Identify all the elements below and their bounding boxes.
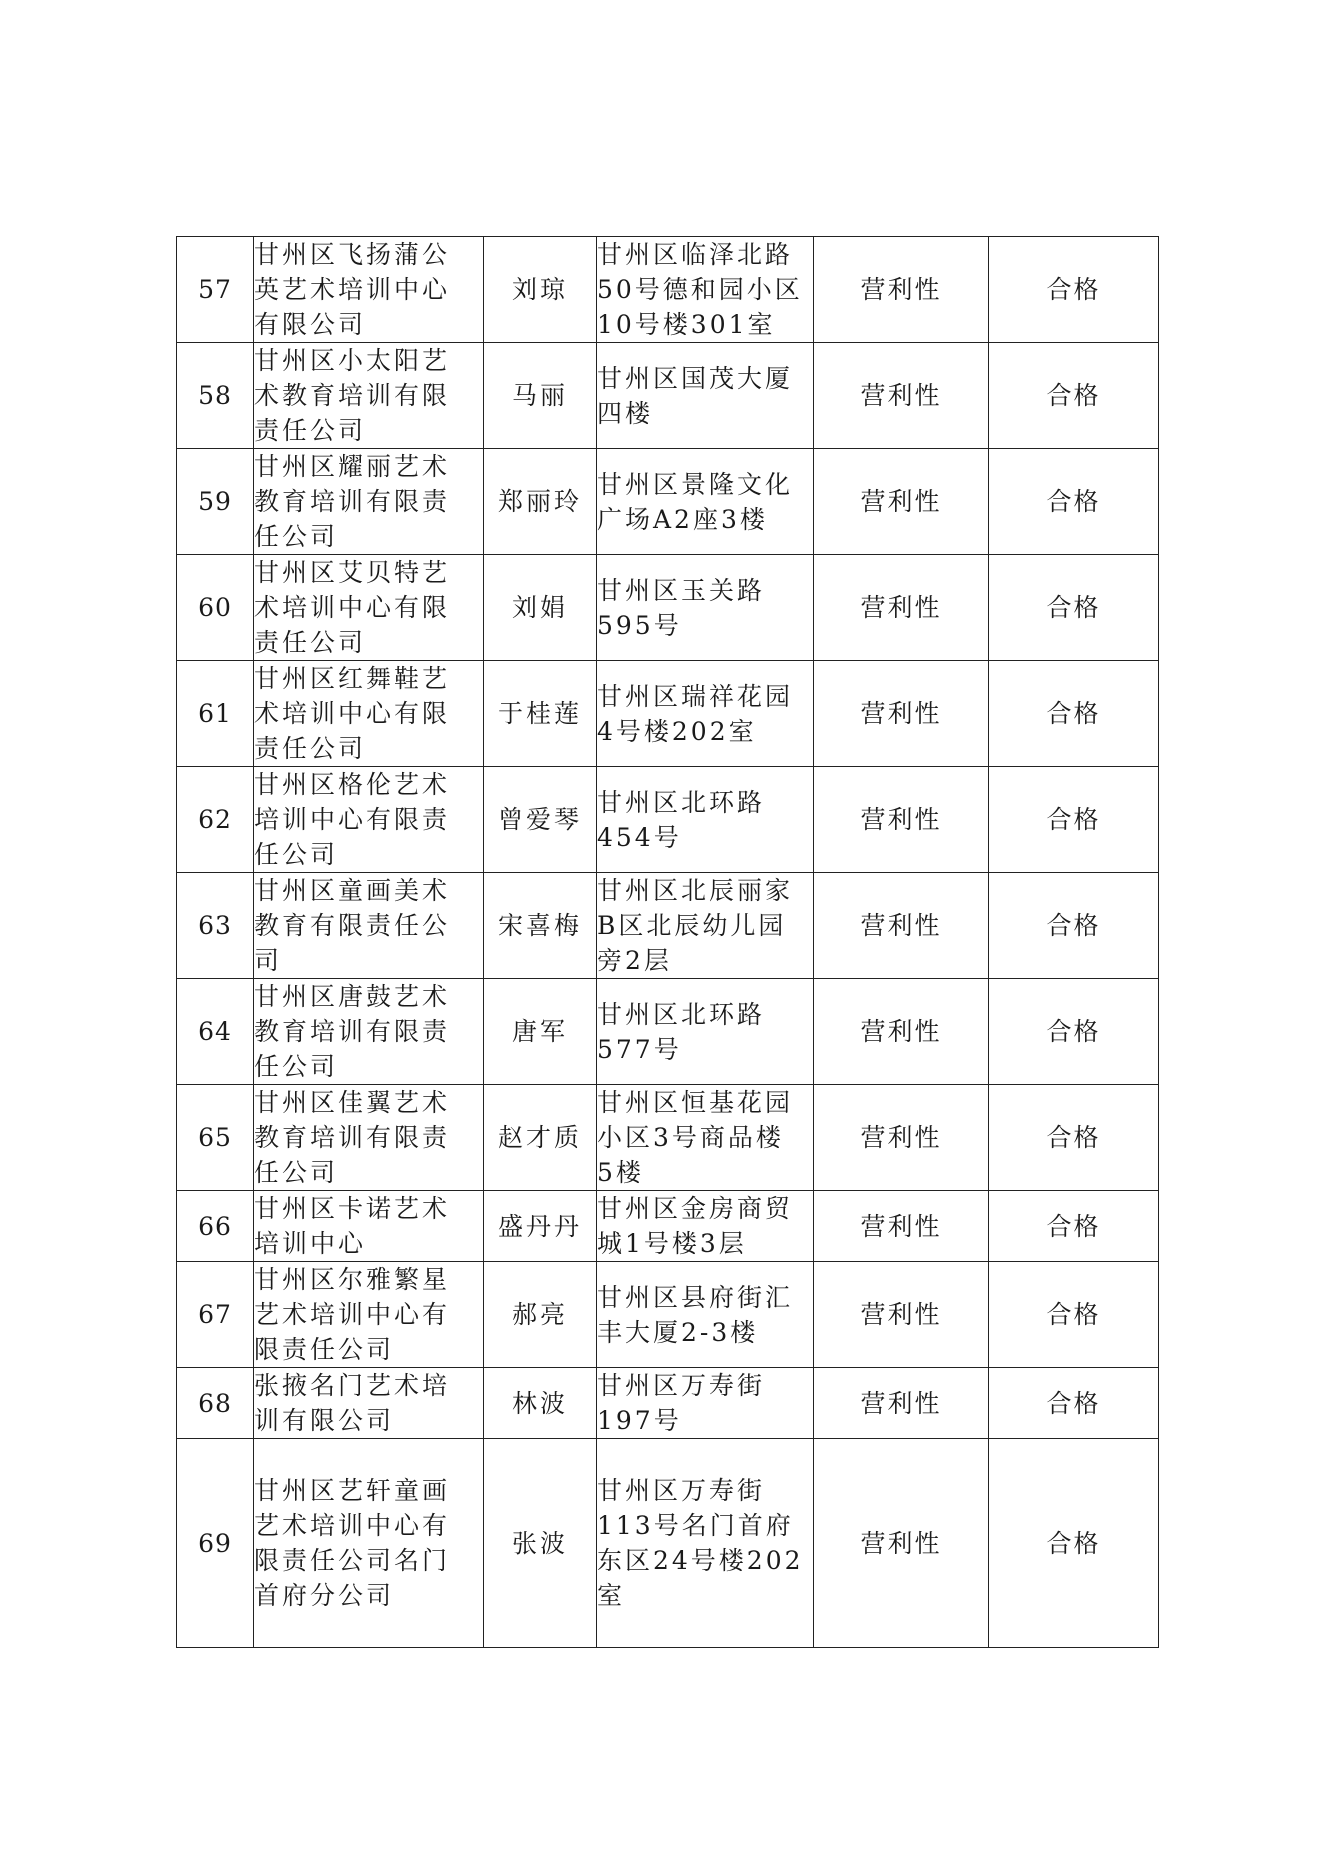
institution-name-cell-line: 英艺术培训中心 <box>254 275 451 304</box>
nature-cell: 营利性 <box>814 555 989 661</box>
address-cell-line: 197号 <box>597 1406 682 1435</box>
institution-name-cell-line: 司 <box>254 946 283 975</box>
address-cell-line: 4号楼202室 <box>597 716 757 746</box>
institution-name-cell-line: 术培训中心有限 <box>254 593 451 622</box>
institution-name-cell-line: 责任公司 <box>254 416 367 445</box>
inspection-result-cell: 合格 <box>989 343 1159 449</box>
inspection-result-cell: 合格 <box>989 1368 1159 1439</box>
row-number-cell: 63 <box>177 873 254 979</box>
address-cell-line: 50号德和园小区 <box>597 275 803 304</box>
institution-name-cell <box>254 1439 484 1648</box>
institution-name-cell <box>254 555 484 661</box>
address-cell-line: 小区3号商品楼 <box>597 1123 784 1152</box>
legal-representative-cell: 于桂莲 <box>484 661 597 767</box>
institution-name-cell-line: 教育培训有限责 <box>254 1017 451 1046</box>
nature-cell: 营利性 <box>814 449 989 555</box>
institution-name-cell-line: 甘州区格伦艺术 <box>254 770 451 799</box>
address-cell-line: 东区24号楼202 <box>597 1546 804 1575</box>
nature-cell: 营利性 <box>814 661 989 767</box>
nature-cell: 营利性 <box>814 237 989 343</box>
institution-name-cell-line: 训有限公司 <box>254 1406 395 1435</box>
address-cell <box>597 767 814 873</box>
table-row <box>177 1439 1159 1648</box>
institution-name-cell-line: 教育培训有限责 <box>254 487 451 516</box>
address-cell-line: 113号名门首府 <box>597 1511 794 1540</box>
address-cell <box>597 1439 814 1648</box>
nature-cell: 营利性 <box>814 1262 989 1368</box>
table-row <box>177 1368 1159 1439</box>
address-cell-line: 丰大厦2-3楼 <box>597 1317 759 1347</box>
table-row <box>177 1262 1159 1368</box>
nature-cell: 营利性 <box>814 1191 989 1262</box>
institution-name-cell-line: 任公司 <box>254 840 339 869</box>
institution-name-cell-line: 甘州区卡诺艺术 <box>254 1194 451 1223</box>
legal-representative-cell: 刘琼 <box>484 237 597 343</box>
address-cell-line: 四楼 <box>597 398 654 428</box>
address-cell-line: 城1号楼3层 <box>597 1229 747 1258</box>
address-cell-line: B区北辰幼儿园 <box>597 911 787 940</box>
legal-representative-cell: 张波 <box>484 1439 597 1648</box>
table-row <box>177 555 1159 661</box>
legal-representative-cell: 赵才质 <box>484 1085 597 1191</box>
institution-name-cell <box>254 1368 484 1439</box>
address-cell-line: 室 <box>597 1581 626 1610</box>
address-cell <box>597 555 814 661</box>
institution-name-cell <box>254 1085 484 1191</box>
institution-name-cell-line: 任公司 <box>254 522 339 551</box>
institution-name-cell <box>254 979 484 1085</box>
institution-name-cell-line: 有限公司 <box>254 310 367 339</box>
address-cell-line: 甘州区景隆文化 <box>597 469 794 499</box>
inspection-result-cell: 合格 <box>989 237 1159 343</box>
row-number-cell: 58 <box>177 343 254 449</box>
inspection-result-cell: 合格 <box>989 873 1159 979</box>
inspection-result-cell: 合格 <box>989 1262 1159 1368</box>
address-cell-line: 5楼 <box>597 1158 644 1187</box>
row-number-cell: 67 <box>177 1262 254 1368</box>
table-row <box>177 343 1159 449</box>
institution-name-cell-line: 培训中心有限责 <box>254 805 451 834</box>
address-cell-line: 甘州区金房商贸 <box>597 1194 794 1223</box>
row-number-cell: 61 <box>177 661 254 767</box>
table-row <box>177 979 1159 1085</box>
institution-name-cell-line: 教育培训有限责 <box>254 1123 451 1152</box>
address-cell-line: 甘州区万寿街 <box>597 1476 766 1505</box>
nature-cell: 营利性 <box>814 1085 989 1191</box>
legal-representative-cell: 郑丽玲 <box>484 449 597 555</box>
institution-name-cell-line: 艺术培训中心有 <box>254 1511 451 1540</box>
table-row <box>177 873 1159 979</box>
institution-name-cell <box>254 873 484 979</box>
address-cell <box>597 237 814 343</box>
legal-representative-cell: 刘娟 <box>484 555 597 661</box>
legal-representative-cell: 林波 <box>484 1368 597 1439</box>
table-row <box>177 237 1159 343</box>
address-cell <box>597 1191 814 1262</box>
legal-representative-cell: 宋喜梅 <box>484 873 597 979</box>
inspection-result-cell: 合格 <box>989 767 1159 873</box>
address-cell-line: 甘州区瑞祥花园 <box>597 681 794 711</box>
institution-name-cell-line: 术教育培训有限 <box>254 381 451 410</box>
nature-cell: 营利性 <box>814 979 989 1085</box>
address-cell-line: 577号 <box>597 1034 682 1064</box>
institution-name-cell-line: 限责任公司 <box>254 1335 395 1364</box>
legal-representative-cell: 唐军 <box>484 979 597 1085</box>
row-number-cell: 59 <box>177 449 254 555</box>
institution-name-cell-line: 甘州区佳翼艺术 <box>254 1088 451 1117</box>
inspection-result-cell: 合格 <box>989 661 1159 767</box>
institution-name-cell <box>254 1191 484 1262</box>
institution-name-cell-line: 张掖名门艺术培 <box>254 1371 451 1400</box>
institution-name-cell-line: 责任公司 <box>254 628 367 657</box>
institution-name-cell-line: 艺术培训中心有 <box>254 1300 451 1329</box>
address-cell <box>597 1368 814 1439</box>
institution-name-cell-line: 任公司 <box>254 1158 339 1187</box>
institution-name-cell-line: 术培训中心有限 <box>254 699 451 728</box>
row-number-cell: 62 <box>177 767 254 873</box>
institution-name-cell <box>254 661 484 767</box>
institution-name-cell-line: 甘州区耀丽艺术 <box>254 452 451 481</box>
registry-table <box>176 236 1159 1648</box>
institution-name-cell-line: 甘州区唐鼓艺术 <box>254 982 451 1011</box>
row-number-cell: 64 <box>177 979 254 1085</box>
address-cell-line: 甘州区临泽北路 <box>597 240 794 269</box>
address-cell-line: 甘州区国茂大厦 <box>597 363 794 393</box>
nature-cell: 营利性 <box>814 1439 989 1648</box>
address-cell-line: 甘州区玉关路 <box>597 575 766 605</box>
nature-cell: 营利性 <box>814 343 989 449</box>
institution-name-cell-line: 甘州区童画美术 <box>254 876 451 905</box>
address-cell <box>597 1085 814 1191</box>
legal-representative-cell: 马丽 <box>484 343 597 449</box>
address-cell-line: 广场A2座3楼 <box>597 504 768 534</box>
legal-representative-cell: 郝亮 <box>484 1262 597 1368</box>
institution-name-cell-line: 培训中心 <box>254 1229 367 1258</box>
address-cell <box>597 979 814 1085</box>
table-row <box>177 449 1159 555</box>
institution-name-cell-line: 任公司 <box>254 1052 339 1081</box>
row-number-cell: 57 <box>177 237 254 343</box>
address-cell-line: 甘州区北辰丽家 <box>597 876 794 905</box>
nature-cell: 营利性 <box>814 767 989 873</box>
address-cell <box>597 1262 814 1368</box>
institution-name-cell-line: 甘州区艺轩童画 <box>254 1476 451 1505</box>
address-cell-line: 甘州区北环路 <box>597 787 766 817</box>
address-cell-line: 595号 <box>597 610 682 640</box>
inspection-result-cell: 合格 <box>989 1439 1159 1648</box>
address-cell-line: 甘州区万寿街 <box>597 1371 766 1400</box>
inspection-result-cell: 合格 <box>989 1191 1159 1262</box>
inspection-result-cell: 合格 <box>989 1085 1159 1191</box>
institution-name-cell <box>254 237 484 343</box>
institution-name-cell <box>254 1262 484 1368</box>
address-cell-line: 454号 <box>597 822 682 852</box>
registry-table-body <box>177 237 1159 1648</box>
institution-name-cell <box>254 449 484 555</box>
table-row <box>177 767 1159 873</box>
institution-name-cell <box>254 343 484 449</box>
address-cell-line: 旁2层 <box>597 946 672 975</box>
address-cell-line: 甘州区县府街汇 <box>597 1282 794 1312</box>
institution-name-cell-line: 甘州区艾贝特艺 <box>254 558 451 587</box>
legal-representative-cell: 曾爱琴 <box>484 767 597 873</box>
row-number-cell: 69 <box>177 1439 254 1648</box>
row-number-cell: 68 <box>177 1368 254 1439</box>
address-cell-line: 甘州区恒基花园 <box>597 1088 794 1117</box>
legal-representative-cell: 盛丹丹 <box>484 1191 597 1262</box>
institution-name-cell-line: 甘州区小太阳艺 <box>254 346 451 375</box>
inspection-result-cell: 合格 <box>989 555 1159 661</box>
nature-cell: 营利性 <box>814 1368 989 1439</box>
address-cell-line: 10号楼301室 <box>597 310 776 339</box>
inspection-result-cell: 合格 <box>989 449 1159 555</box>
table-row <box>177 1191 1159 1262</box>
address-cell <box>597 343 814 449</box>
inspection-result-cell: 合格 <box>989 979 1159 1085</box>
row-number-cell: 60 <box>177 555 254 661</box>
address-cell <box>597 661 814 767</box>
institution-name-cell-line: 甘州区红舞鞋艺 <box>254 664 451 693</box>
institution-name-cell-line: 甘州区飞扬蒲公 <box>254 240 451 269</box>
address-cell-line: 甘州区北环路 <box>597 999 766 1029</box>
institution-name-cell-line: 教育有限责任公 <box>254 911 451 940</box>
nature-cell: 营利性 <box>814 873 989 979</box>
institution-name-cell-line: 限责任公司名门 <box>254 1546 451 1575</box>
table-row <box>177 1085 1159 1191</box>
institution-name-cell-line: 首府分公司 <box>254 1581 395 1610</box>
address-cell <box>597 449 814 555</box>
institution-name-cell-line: 甘州区尔雅繁星 <box>254 1265 451 1294</box>
row-number-cell: 65 <box>177 1085 254 1191</box>
row-number-cell: 66 <box>177 1191 254 1262</box>
table-row <box>177 661 1159 767</box>
address-cell <box>597 873 814 979</box>
institution-name-cell <box>254 767 484 873</box>
institution-name-cell-line: 责任公司 <box>254 734 367 763</box>
